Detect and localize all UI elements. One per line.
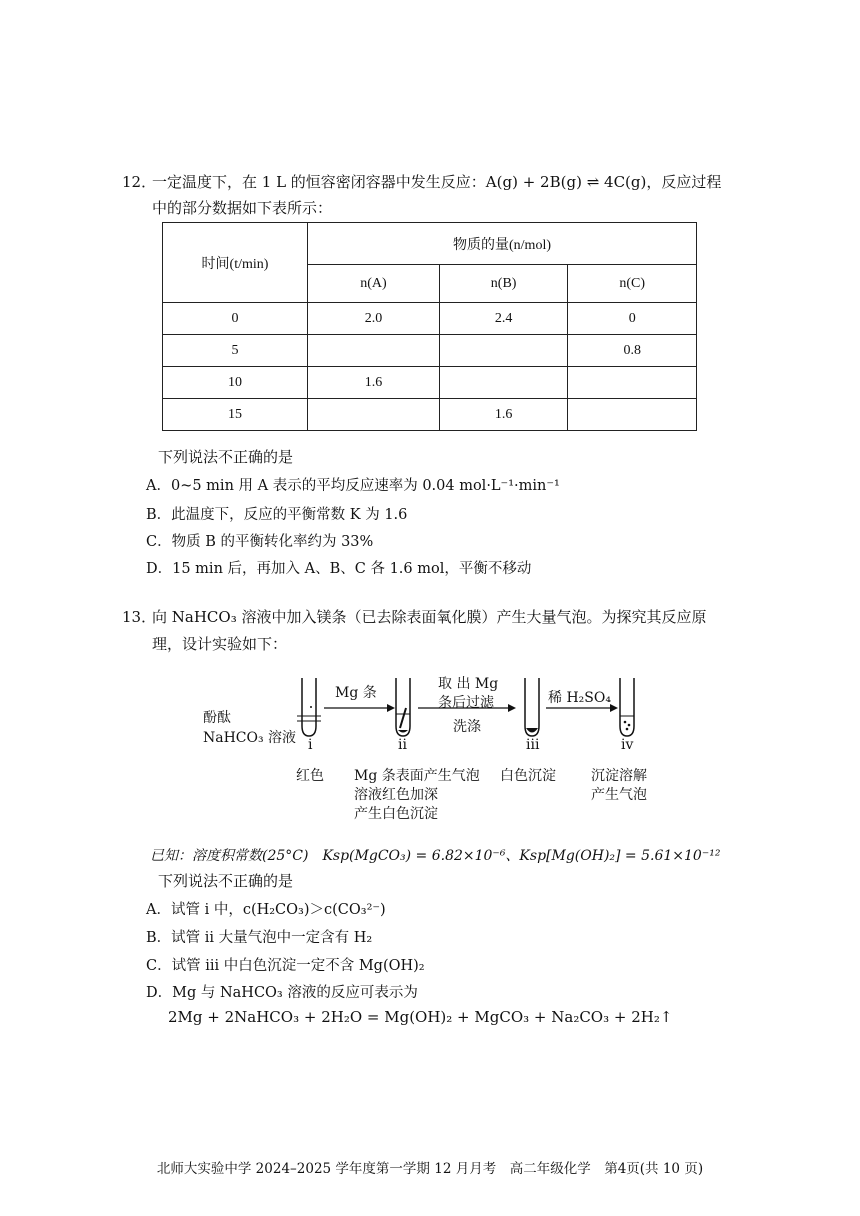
table-cell — [568, 399, 697, 431]
tube-label-iii: iii — [526, 737, 540, 753]
question-12-option-a: A．0~5 min 用 A 表示的平均反应速率为 0.04 mol·L⁻¹·min⁻¹ — [146, 478, 560, 494]
arrow-2-label-line1: 取 出 Mg — [438, 676, 499, 692]
tube-label-i: i — [308, 737, 313, 753]
page-footer: 北师大实验中学 2024–2025 学年度第一学期 12 月月考 高二年级化学 第4页(共 10 页) — [156, 1161, 704, 1177]
question-12-stem-line2: 中的部分数据如下表所示： — [152, 199, 333, 217]
observation-iv-line1: 沉淀溶解 — [591, 768, 647, 784]
table-cell — [439, 367, 567, 399]
header-time: 时间(t/min) — [163, 223, 308, 303]
header-nB: n(B) — [439, 265, 567, 303]
test-tube-i — [297, 678, 321, 736]
table-cell: 2.4 — [439, 303, 567, 335]
test-tube-iv — [620, 678, 634, 736]
observation-ii-line3: 产生白色沉淀 — [354, 806, 438, 822]
question-12-prompt: 下列说法不正确的是 — [158, 448, 294, 466]
table-row — [163, 303, 697, 335]
reagent-nahco3: NaHCO₃ 溶液 — [203, 730, 297, 746]
question-13-stem-line2: 理，设计实验如下： — [152, 635, 288, 653]
question-13-option-d: D．Mg 与 NaHCO₃ 溶液的反应可表示为 — [146, 985, 418, 1001]
observation-iv-line2: 产生气泡 — [591, 787, 647, 803]
table-cell — [308, 399, 440, 431]
arrow-2-label-line3: 洗涤 — [453, 719, 481, 735]
table-cell: 1.6 — [439, 399, 567, 431]
reagent-phenolphthalein: 酚酞 — [203, 710, 231, 726]
known-data: 已知：溶度积常数(25°C) Ksp(MgCO₃) = 6.82×10⁻⁶、Ksp[Mg(OH)₂] = 5.61×10⁻¹² — [150, 848, 721, 864]
table-row — [163, 399, 697, 431]
question-13-option-a: A．试管 i 中，c(H₂CO₃)＞c(CO₃²⁻) — [146, 902, 386, 918]
observation-i: 红色 — [296, 768, 324, 784]
question-13-option-b: B．试管 ii 大量气泡中一定含有 H₂ — [146, 930, 373, 946]
table-cell: 0 — [568, 303, 697, 335]
table-row — [163, 335, 697, 367]
question-13-option-c: C．试管 iii 中白色沉淀一定不含 Mg(OH)₂ — [146, 958, 425, 974]
table-cell — [568, 367, 697, 399]
question-12-option-c: C．物质 B 的平衡转化率约为 33% — [146, 534, 374, 550]
tube-label-ii: ii — [398, 737, 407, 753]
table-cell: 1.6 — [308, 367, 440, 399]
observation-ii-line2: 溶液红色加深 — [354, 787, 438, 803]
table-cell: 0 — [163, 303, 308, 335]
table-cell — [308, 335, 440, 367]
test-tube-iii — [525, 678, 539, 736]
tube-label-iv: iv — [621, 737, 634, 753]
question-12-stem-line1: 一定温度下，在 1 L 的恒容密闭容器中发生反应：A(g) + 2B(g) ⇌ 4C(g)，反应过程 — [152, 173, 722, 191]
arrow-2-label-line2: 条后过滤 — [438, 695, 494, 711]
table-cell: 15 — [163, 399, 308, 431]
table-cell: 0.8 — [568, 335, 697, 367]
table-cell: 10 — [163, 367, 308, 399]
header-amount: 物质的量(n/mol) — [308, 223, 697, 265]
table-cell: 5 — [163, 335, 308, 367]
reaction-equation: 2Mg + 2NaHCO₃ + 2H₂O = Mg(OH)₂ + MgCO₃ + Na₂CO₃ + 2H₂↑ — [168, 1008, 673, 1026]
observation-ii-line1: Mg 条表面产生气泡 — [354, 768, 480, 784]
question-12-option-b: B．此温度下，反应的平衡常数 K 为 1.6 — [146, 507, 408, 523]
question-13-stem-line1: 向 NaHCO₃ 溶液中加入镁条（已去除表面氧化膜）产生大量气泡。为探究其反应原 — [152, 608, 707, 626]
question-13-number: 13． — [122, 608, 157, 626]
table-cell: 2.0 — [308, 303, 440, 335]
observation-iii: 白色沉淀 — [500, 768, 556, 784]
table-row — [163, 367, 697, 399]
question-12-option-d: D．15 min 后，再加入 A、B、C 各 1.6 mol，平衡不移动 — [146, 561, 532, 577]
question-12-number: 12． — [122, 173, 157, 191]
header-nC: n(C) — [568, 265, 697, 303]
question-13-prompt: 下列说法不正确的是 — [158, 872, 294, 890]
test-tube-ii — [396, 678, 410, 736]
arrow-1-label: Mg 条 — [335, 685, 377, 701]
arrow-3-label: 稀 H₂SO₄ — [548, 690, 611, 706]
header-nA: n(A) — [308, 265, 440, 303]
table-cell — [439, 335, 567, 367]
data-table — [162, 222, 697, 431]
